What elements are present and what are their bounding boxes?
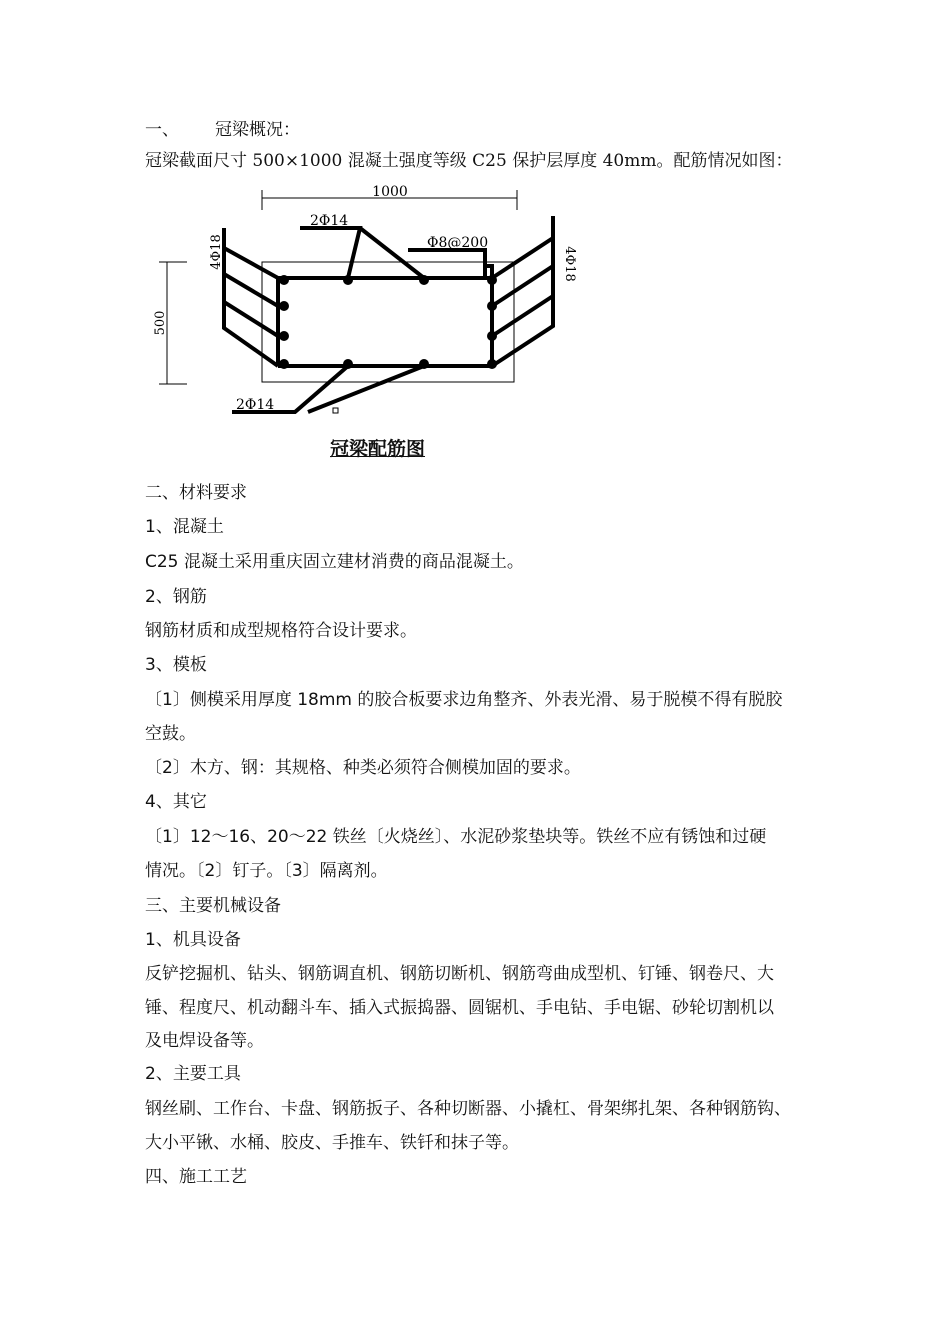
section-heading-equipment: 三、主要机械设备 bbox=[145, 896, 281, 916]
other-text-line-1: 〔1〕12～16、20～22 铁丝〔火烧丝〕、水泥砂浆垫块等。铁丝不应有锈蚀和过硬 bbox=[145, 827, 767, 847]
machines-text-line-1: 反铲挖掘机、钻头、钢筋调直机、钢筋切断机、钢筋弯曲成型机、钉锤、钢卷尺、大 bbox=[145, 964, 774, 984]
tools-text-line-1: 钢丝刷、工作台、卡盘、钢筋扳子、各种切断器、小撬杠、骨架绑扎架、各种钢筋钩、 bbox=[145, 1099, 791, 1119]
right-bars-label: 4Φ18 bbox=[562, 246, 577, 282]
subheading-formwork: 3、模板 bbox=[145, 655, 207, 675]
reinforcement-figure bbox=[140, 178, 590, 428]
stirrup bbox=[278, 266, 492, 366]
rebar-text: 钢筋材质和成型规格符合设计要求。 bbox=[145, 621, 417, 641]
section-heading-overview bbox=[145, 113, 300, 147]
machines-text-line-2: 锤、程度尺、机动翻斗车、插入式振捣器、圆锯机、手电钻、手电锯、砂轮切割机以 bbox=[145, 998, 774, 1018]
width-dimension-label: 1000 bbox=[372, 184, 408, 200]
stirrup-label: Φ8@200 bbox=[427, 235, 489, 251]
formwork-text-line-2: 空鼓。 bbox=[145, 724, 196, 744]
formwork-text-line-1: 〔1〕侧模采用厚度 18mm 的胶合板要求边角整齐、外表光滑、易于脱模不得有脱胶 bbox=[145, 690, 783, 710]
top-bar-label: 2Φ14 bbox=[310, 213, 349, 229]
concrete-text: C25 混凝土采用重庆固立建材消费的商品混凝土。 bbox=[145, 552, 524, 572]
heading-number: 一、 bbox=[145, 120, 179, 140]
overview-paragraph: 冠梁截面尺寸 500×1000 混凝土强度等级 C25 保护层厚度 40mm。配筋情况如图： bbox=[145, 151, 793, 171]
section-heading-materials: 二、材料要求 bbox=[145, 483, 247, 503]
height-dimension-label: 500 bbox=[153, 310, 168, 336]
bottom-bar-label: 2Φ14 bbox=[236, 397, 275, 413]
subheading-rebar: 2、钢筋 bbox=[145, 587, 207, 607]
rebar-dots bbox=[279, 275, 497, 369]
heading-text: 冠梁概况： bbox=[215, 120, 300, 140]
section-heading-process: 四、施工工艺 bbox=[145, 1167, 247, 1187]
machines-text-line-3: 及电焊设备等。 bbox=[145, 1031, 264, 1051]
subheading-machines: 1、机具设备 bbox=[145, 930, 241, 950]
tools-text-line-2: 大小平锹、水桶、胶皮、手推车、铁钎和抹子等。 bbox=[145, 1133, 519, 1153]
formwork-text-line-3: 〔2〕木方、钢：其规格、种类必须符合侧模加固的要求。 bbox=[145, 758, 581, 778]
small-marker bbox=[333, 408, 338, 413]
right-outer-bars bbox=[492, 216, 553, 366]
left-outer-bars bbox=[224, 228, 278, 366]
subheading-concrete: 1、混凝土 bbox=[145, 517, 224, 537]
figure-caption: 冠梁配筋图 bbox=[330, 438, 426, 460]
subheading-tools: 2、主要工具 bbox=[145, 1064, 241, 1084]
subheading-other: 4、其它 bbox=[145, 792, 207, 812]
other-text-line-2: 情况。〔2〕钉子。〔3〕隔离剂。 bbox=[145, 861, 388, 881]
left-bars-label: 4Φ18 bbox=[209, 234, 224, 270]
